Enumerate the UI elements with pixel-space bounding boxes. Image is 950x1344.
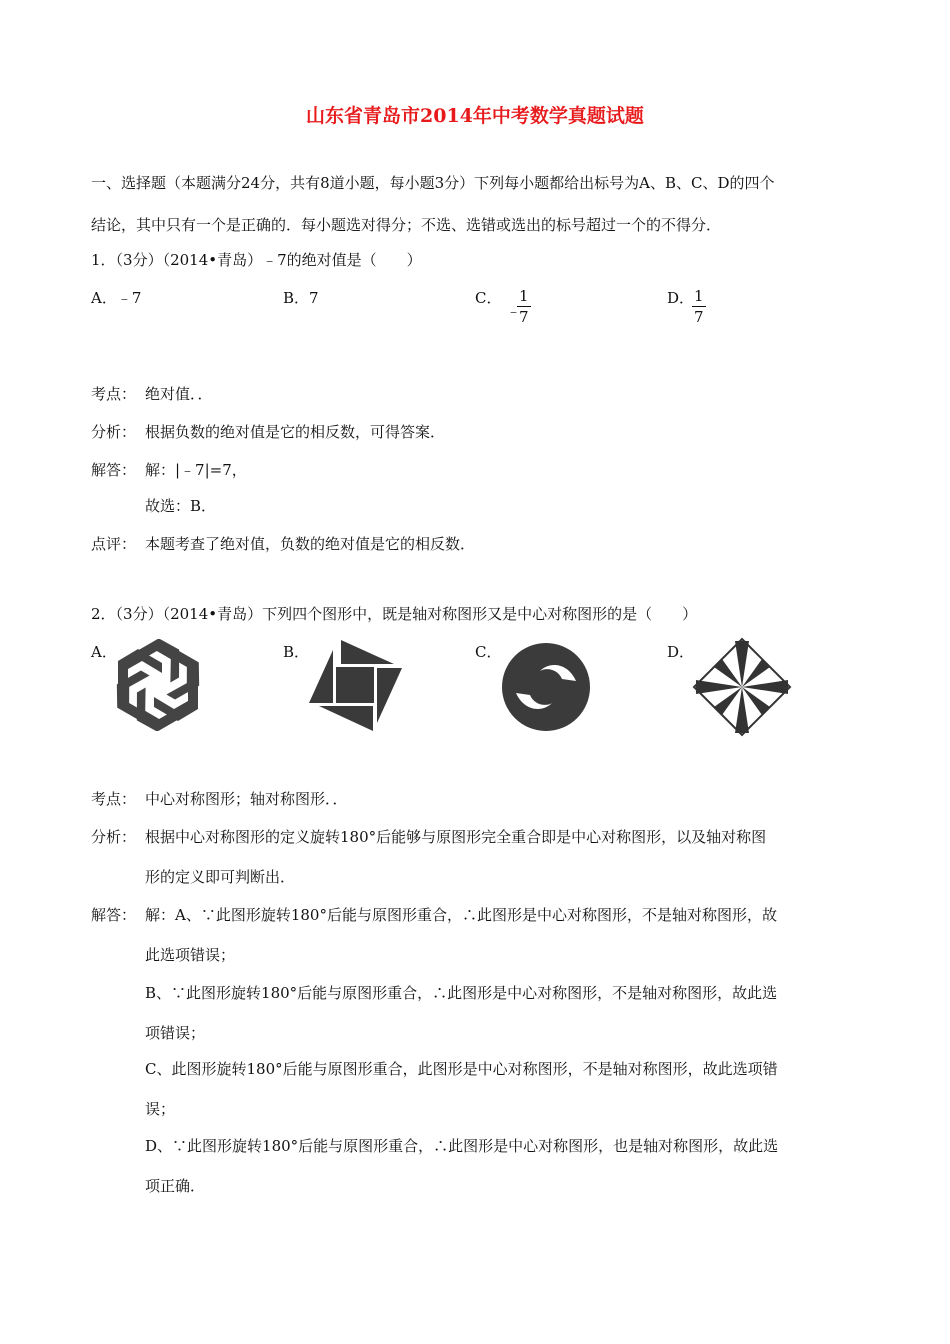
q2-jieda-line-6: 误； [145,1100,176,1118]
q2-jieda-line-5: C、此图形旋转180°后能与原图形重合，此图形是中心对称图形，不是轴对称图形，故此选项错 [145,1060,778,1078]
document-title: 山东省青岛市2014年中考数学真题试题 [306,105,644,127]
q1-kaodian: 绝对值．． [145,385,213,403]
q1-option-c-label: C． [475,289,502,307]
q2-kaodian: 中心对称图形；轴对称图形．． [145,790,348,808]
q1-option-d-label: D． [667,289,695,307]
q2-jieda-line-3: B、∵此图形旋转180°后能与原图形重合，∴此图形是中心对称图形，不是轴对称图形，故此选 [145,984,778,1002]
q1-kaodian-label: 考点： [91,385,137,403]
q2-jieda-line-1: 解：A、∵此图形旋转180°后能与原图形重合，∴此图形是中心对称图形，不是轴对称图形，故 [145,906,777,924]
q2-option-c-label: C． [475,643,502,661]
q1-option-c-denominator: 7 [519,308,529,326]
tomoe-circle-figure [500,641,592,733]
q1-option-b: B．7 [283,289,319,307]
q1-jieda-line-1: 解：|﹣7|=7， [145,461,247,479]
q1-option-c-numerator: 1 [519,287,529,305]
q2-jieda-line-4: 项错误； [145,1024,206,1042]
q2-fenxi-line-1: 根据中心对称图形的定义旋转180°后能够与原图形完全重合即是中心对称图形，以及轴对称图 [145,828,767,846]
q2-option-b-label: B． [283,643,310,661]
q2-stem: 2．（3分）（2014•青岛）下列四个图形中，既是轴对称图形又是中心对称图形的是（ ） [91,605,698,623]
q1-jieda-line-2: 故选：B． [145,497,217,515]
square-triangles-figure [306,637,406,735]
q2-option-a-label: A． [91,643,117,661]
q1-dianping-label: 点评： [91,535,137,553]
q1-option-a: A．﹣7 [91,289,142,307]
q2-fenxi-line-2: 形的定义即可判断出． [145,868,296,886]
q2-jieda-label: 解答： [91,906,137,924]
q1-jieda-label: 解答： [91,461,137,479]
q1-option-d-fraction [692,289,706,325]
hexagon-knot-figure [112,639,204,731]
q1-option-d-numerator: 1 [694,287,704,305]
section-intro-line-2: 结论，其中只有一个是正确的．每小题选对得分；不选、选错或选出的标号超过一个的不得分． [91,216,722,234]
q1-option-d-denominator: 7 [694,308,704,326]
q1-option-c-fraction [517,289,531,325]
q2-kaodian-label: 考点： [91,790,137,808]
diamond-pinwheel-figure [692,637,792,737]
q1-dianping: 本题考查了绝对值，负数的绝对值是它的相反数． [145,535,476,553]
q2-jieda-line-2: 此选项错误； [145,946,236,964]
q1-fenxi-label: 分析： [91,423,137,441]
section-intro-line-1: 一、选择题（本题满分24分，共有8道小题，每小题3分）下列每小题都给出标号为A、B、C、D的四个 [91,174,775,192]
q1-stem: 1．（3分）（2014•青岛）﹣7的绝对值是（ ） [91,251,422,269]
q1-fenxi: 根据负数的绝对值是它的相反数，可得答案． [145,423,446,441]
q2-jieda-line-7: D、∵此图形旋转180°后能与原图形重合，∴此图形是中心对称图形，也是轴对称图形，故此选 [145,1137,779,1155]
q2-jieda-line-8: 项正确． [145,1177,206,1195]
q1-option-c-sign: ﹣ [506,302,522,320]
q2-fenxi-label: 分析： [91,828,137,846]
q2-option-d-label: D． [667,643,695,661]
